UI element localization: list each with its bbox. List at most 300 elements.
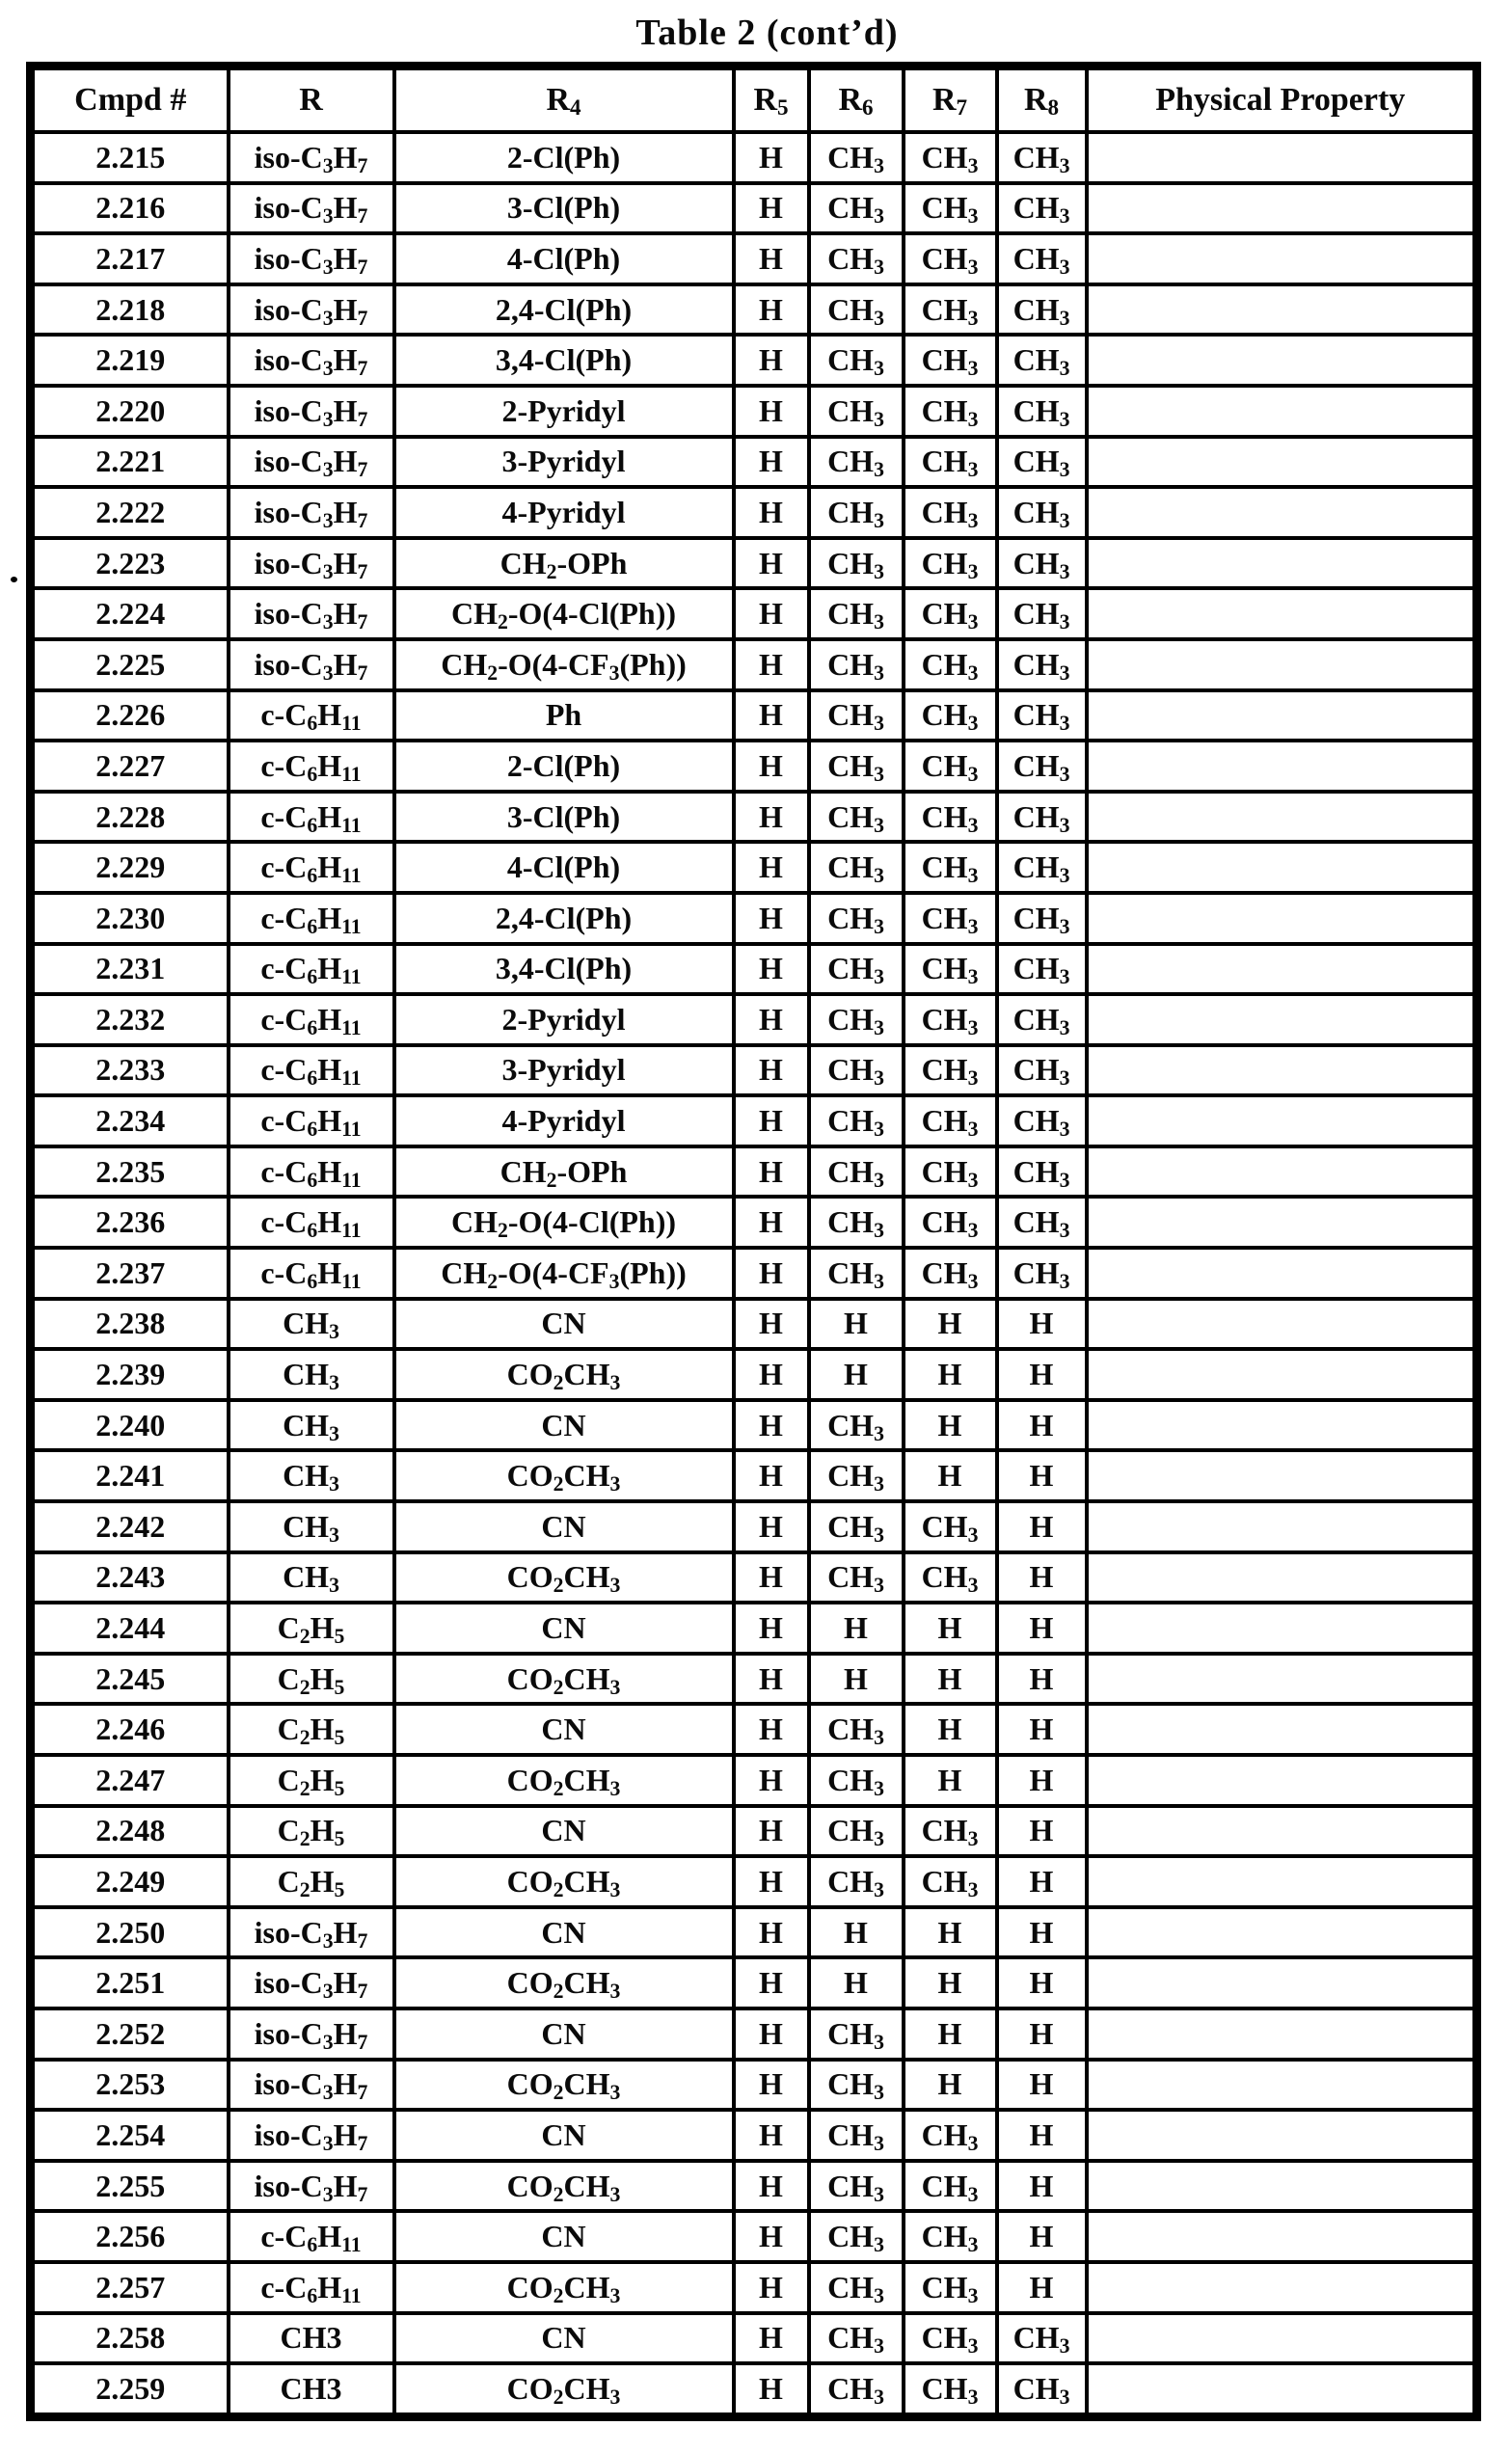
cell-r: iso-$C_3H_7$ <box>229 284 394 336</box>
cell-r8: $CH_3$ <box>997 842 1087 893</box>
cell-r6: H <box>809 1654 904 1705</box>
cell-physical_property <box>1087 588 1477 639</box>
cell-r5: H <box>734 1095 809 1146</box>
table-row <box>31 1299 1477 1350</box>
cell-r8: H <box>997 2008 1087 2060</box>
cell-cmpd: 2.244 <box>31 1603 229 1654</box>
cell-r5: H <box>734 2262 809 2313</box>
cell-physical_property <box>1087 2161 1477 2212</box>
table-row <box>31 1806 1477 1857</box>
cell-r: iso-$C_3H_7$ <box>229 233 394 284</box>
cell-physical_property <box>1087 1450 1477 1501</box>
cell-r8: H <box>997 1603 1087 1654</box>
cell-r: $CH_3$ <box>229 1400 394 1451</box>
cell-r6: $CH_3$ <box>809 1806 904 1857</box>
cell-r7: $CH_3$ <box>904 2313 997 2364</box>
cell-r7: H <box>904 1450 997 1501</box>
cell-r4: CN <box>394 2008 734 2060</box>
cell-r7: H <box>904 1299 997 1350</box>
cell-r4: CN <box>394 1299 734 1350</box>
cell-r7: $CH_3$ <box>904 944 997 995</box>
cell-r7: $CH_3$ <box>904 284 997 336</box>
cell-physical_property <box>1087 1806 1477 1857</box>
cell-r5: H <box>734 132 809 183</box>
cell-r8: H <box>997 1957 1087 2008</box>
table-row <box>31 132 1477 183</box>
cell-cmpd: 2.253 <box>31 2060 229 2111</box>
table-row <box>31 1856 1477 1907</box>
cell-cmpd: 2.234 <box>31 1095 229 1146</box>
cell-cmpd: 2.219 <box>31 335 229 386</box>
cell-r: $c-C_6H_{11}$ <box>229 2262 394 2313</box>
cell-r4: CN <box>394 1501 734 1552</box>
cell-physical_property <box>1087 1248 1477 1299</box>
cell-r6: $CH_3$ <box>809 183 904 234</box>
cell-r5: H <box>734 1552 809 1604</box>
table-row <box>31 2161 1477 2212</box>
cell-physical_property <box>1087 1400 1477 1451</box>
cell-r4: 2,4-Cl(Ph) <box>394 284 734 336</box>
table-row <box>31 1400 1477 1451</box>
cell-physical_property <box>1087 1603 1477 1654</box>
cell-r8: $CH_3$ <box>997 1095 1087 1146</box>
cell-r4: 3-Pyridyl <box>394 1045 734 1096</box>
cell-r5: H <box>734 842 809 893</box>
cell-r5: H <box>734 690 809 741</box>
cell-r5: H <box>734 183 809 234</box>
cell-r: $c-C_6H_{11}$ <box>229 893 394 944</box>
cell-r: iso-$C_3H_7$ <box>229 2161 394 2212</box>
cell-r6: $CH_3$ <box>809 335 904 386</box>
cell-r4: $CO_2CH_3$ <box>394 2161 734 2212</box>
cell-r4: $CO_2CH_3$ <box>394 1856 734 1907</box>
cell-cmpd: 2.225 <box>31 639 229 690</box>
cell-r4: 4-Cl(Ph) <box>394 233 734 284</box>
cell-r: $C_2H_5$ <box>229 1755 394 1806</box>
cell-r: $C_2H_5$ <box>229 1654 394 1705</box>
cell-r8: $CH_3$ <box>997 994 1087 1045</box>
column-header-r7: $R_7$ <box>904 67 997 133</box>
cell-r5: H <box>734 2211 809 2262</box>
cell-r8: $CH_3$ <box>997 233 1087 284</box>
compound-table <box>26 62 1481 2421</box>
cell-r8: $CH_3$ <box>997 741 1087 792</box>
cell-physical_property <box>1087 233 1477 284</box>
cell-r4: $CH_2-O(4-CF_3(Ph))$ <box>394 1248 734 1299</box>
cell-r4: 2,4-Cl(Ph) <box>394 893 734 944</box>
cell-physical_property <box>1087 2363 1477 2416</box>
table-row <box>31 2110 1477 2161</box>
table-row <box>31 893 1477 944</box>
cell-r6: $CH_3$ <box>809 2110 904 2161</box>
cell-physical_property <box>1087 2008 1477 2060</box>
cell-r6: $CH_3$ <box>809 2008 904 2060</box>
table-row <box>31 1450 1477 1501</box>
column-header-r: R <box>229 67 394 133</box>
cell-r6: $CH_3$ <box>809 437 904 488</box>
cell-r4: 3-Cl(Ph) <box>394 792 734 843</box>
cell-r4: CN <box>394 2313 734 2364</box>
cell-cmpd: 2.251 <box>31 1957 229 2008</box>
table-row <box>31 1095 1477 1146</box>
cell-physical_property <box>1087 1349 1477 1400</box>
table-row <box>31 2313 1477 2364</box>
table-row <box>31 1755 1477 1806</box>
cell-r7: $CH_3$ <box>904 893 997 944</box>
cell-r8: H <box>997 2110 1087 2161</box>
cell-r4: $CH_2-O(4-CF_3(Ph))$ <box>394 639 734 690</box>
cell-r7: $CH_3$ <box>904 437 997 488</box>
cell-physical_property <box>1087 437 1477 488</box>
cell-r8: H <box>997 2060 1087 2111</box>
cell-r5: H <box>734 1400 809 1451</box>
cell-r5: H <box>734 437 809 488</box>
cell-cmpd: 2.230 <box>31 893 229 944</box>
cell-r5: H <box>734 1704 809 1755</box>
cell-cmpd: 2.224 <box>31 588 229 639</box>
cell-cmpd: 2.233 <box>31 1045 229 1096</box>
cell-r6: $CH_3$ <box>809 1095 904 1146</box>
cell-r8: H <box>997 1501 1087 1552</box>
table-row <box>31 1552 1477 1604</box>
cell-r: $CH_3$ <box>229 1501 394 1552</box>
column-header-r6: $R_6$ <box>809 67 904 133</box>
cell-r4: CN <box>394 2211 734 2262</box>
cell-cmpd: 2.229 <box>31 842 229 893</box>
cell-r8: $CH_3$ <box>997 1197 1087 1248</box>
cell-r5: H <box>734 741 809 792</box>
cell-r7: $CH_3$ <box>904 487 997 538</box>
cell-r: $CH_3$ <box>229 1552 394 1604</box>
cell-r6: $CH_3$ <box>809 1248 904 1299</box>
cell-r7: $CH_3$ <box>904 1197 997 1248</box>
cell-cmpd: 2.246 <box>31 1704 229 1755</box>
cell-r7: H <box>904 1755 997 1806</box>
cell-r6: $CH_3$ <box>809 944 904 995</box>
cell-r8: H <box>997 1654 1087 1705</box>
cell-cmpd: 2.226 <box>31 690 229 741</box>
cell-r6: $CH_3$ <box>809 233 904 284</box>
cell-r7: $CH_3$ <box>904 792 997 843</box>
cell-cmpd: 2.228 <box>31 792 229 843</box>
cell-r5: H <box>734 792 809 843</box>
cell-r7: $CH_3$ <box>904 132 997 183</box>
cell-r5: H <box>734 588 809 639</box>
cell-r4: 2-Pyridyl <box>394 386 734 437</box>
table-row <box>31 2211 1477 2262</box>
cell-r4: 2-Cl(Ph) <box>394 741 734 792</box>
cell-r5: H <box>734 1957 809 2008</box>
cell-r4: CN <box>394 1603 734 1654</box>
cell-r5: H <box>734 1755 809 1806</box>
cell-cmpd: 2.255 <box>31 2161 229 2212</box>
cell-r8: $CH_3$ <box>997 944 1087 995</box>
table-row <box>31 1907 1477 1958</box>
table-row <box>31 183 1477 234</box>
table-row <box>31 792 1477 843</box>
cell-physical_property <box>1087 1299 1477 1350</box>
cell-cmpd: 2.236 <box>31 1197 229 1248</box>
cell-r6: $CH_3$ <box>809 1400 904 1451</box>
header-row <box>31 67 1477 133</box>
cell-r7: $CH_3$ <box>904 1856 997 1907</box>
cell-physical_property <box>1087 690 1477 741</box>
cell-r7: $CH_3$ <box>904 741 997 792</box>
cell-cmpd: 2.218 <box>31 284 229 336</box>
table-row <box>31 386 1477 437</box>
cell-physical_property <box>1087 1552 1477 1604</box>
cell-r5: H <box>734 1654 809 1705</box>
cell-r5: H <box>734 1907 809 1958</box>
cell-r4: 3-Cl(Ph) <box>394 183 734 234</box>
cell-r4: $CO_2CH_3$ <box>394 1957 734 2008</box>
cell-r6: H <box>809 1603 904 1654</box>
cell-r7: $CH_3$ <box>904 1806 997 1857</box>
cell-r5: H <box>734 2060 809 2111</box>
table-row <box>31 233 1477 284</box>
cell-cmpd: 2.216 <box>31 183 229 234</box>
table-row <box>31 1045 1477 1096</box>
cell-physical_property <box>1087 1755 1477 1806</box>
cell-r4: CN <box>394 2110 734 2161</box>
table-row <box>31 994 1477 1045</box>
cell-r5: H <box>734 1045 809 1096</box>
cell-r5: H <box>734 2161 809 2212</box>
cell-r5: H <box>734 639 809 690</box>
cell-r4: CN <box>394 1907 734 1958</box>
cell-r7: $CH_3$ <box>904 2161 997 2212</box>
table-row <box>31 2060 1477 2111</box>
cell-r4: $CO_2CH_3$ <box>394 1654 734 1705</box>
cell-r7: H <box>904 1957 997 2008</box>
cell-r: iso-$C_3H_7$ <box>229 639 394 690</box>
table-row <box>31 538 1477 589</box>
cell-r5: H <box>734 1248 809 1299</box>
cell-r: $C_2H_5$ <box>229 1603 394 1654</box>
cell-cmpd: 2.252 <box>31 2008 229 2060</box>
cell-r6: $CH_3$ <box>809 1197 904 1248</box>
cell-r8: H <box>997 1299 1087 1350</box>
cell-r7: $CH_3$ <box>904 994 997 1045</box>
cell-r7: $CH_3$ <box>904 1248 997 1299</box>
cell-r7: $CH_3$ <box>904 2110 997 2161</box>
cell-r7: $CH_3$ <box>904 386 997 437</box>
cell-r7: H <box>904 1907 997 1958</box>
cell-r5: H <box>734 2008 809 2060</box>
cell-r5: H <box>734 2313 809 2364</box>
cell-physical_property <box>1087 284 1477 336</box>
cell-cmpd: 2.215 <box>31 132 229 183</box>
cell-r: iso-$C_3H_7$ <box>229 335 394 386</box>
cell-cmpd: 2.220 <box>31 386 229 437</box>
cell-physical_property <box>1087 1704 1477 1755</box>
cell-physical_property <box>1087 893 1477 944</box>
cell-r: iso-$C_3H_7$ <box>229 487 394 538</box>
cell-cmpd: 2.217 <box>31 233 229 284</box>
cell-r7: $CH_3$ <box>904 335 997 386</box>
cell-cmpd: 2.232 <box>31 994 229 1045</box>
cell-cmpd: 2.256 <box>31 2211 229 2262</box>
cell-cmpd: 2.249 <box>31 1856 229 1907</box>
cell-physical_property <box>1087 2211 1477 2262</box>
cell-r5: H <box>734 1197 809 1248</box>
cell-r5: H <box>734 994 809 1045</box>
cell-cmpd: 2.242 <box>31 1501 229 1552</box>
cell-r6: $CH_3$ <box>809 284 904 336</box>
cell-physical_property <box>1087 1856 1477 1907</box>
cell-r: $CH_3$ <box>229 1450 394 1501</box>
cell-physical_property <box>1087 1197 1477 1248</box>
cell-cmpd: 2.257 <box>31 2262 229 2313</box>
table-body <box>31 132 1477 2416</box>
cell-r: CH3 <box>229 2363 394 2416</box>
cell-r8: H <box>997 1806 1087 1857</box>
cell-r5: H <box>734 487 809 538</box>
cell-r6: $CH_3$ <box>809 1704 904 1755</box>
cell-r6: H <box>809 1957 904 2008</box>
cell-physical_property <box>1087 1654 1477 1705</box>
cell-r6: $CH_3$ <box>809 1501 904 1552</box>
table-row <box>31 842 1477 893</box>
cell-r6: $CH_3$ <box>809 132 904 183</box>
cell-physical_property <box>1087 792 1477 843</box>
cell-cmpd: 2.254 <box>31 2110 229 2161</box>
cell-r5: H <box>734 1450 809 1501</box>
cell-r: $c-C_6H_{11}$ <box>229 1197 394 1248</box>
table-row <box>31 588 1477 639</box>
cell-r6: $CH_3$ <box>809 2211 904 2262</box>
cell-cmpd: 2.221 <box>31 437 229 488</box>
cell-r8: H <box>997 1856 1087 1907</box>
cell-r7: H <box>904 1704 997 1755</box>
cell-r: iso-$C_3H_7$ <box>229 588 394 639</box>
cell-physical_property <box>1087 1095 1477 1146</box>
cell-cmpd: 2.235 <box>31 1146 229 1198</box>
cell-r6: $CH_3$ <box>809 893 904 944</box>
cell-r8: H <box>997 1400 1087 1451</box>
cell-r5: H <box>734 538 809 589</box>
table-row <box>31 1146 1477 1198</box>
cell-r4: $CH_2$-OPh <box>394 1146 734 1198</box>
cell-r: $c-C_6H_{11}$ <box>229 1248 394 1299</box>
cell-r8: $CH_3$ <box>997 2363 1087 2416</box>
cell-cmpd: 2.248 <box>31 1806 229 1857</box>
cell-r6: $CH_3$ <box>809 2262 904 2313</box>
table-row <box>31 2008 1477 2060</box>
cell-physical_property <box>1087 335 1477 386</box>
cell-r7: H <box>904 2008 997 2060</box>
table-row <box>31 1654 1477 1705</box>
cell-r: iso-$C_3H_7$ <box>229 538 394 589</box>
cell-r7: $CH_3$ <box>904 842 997 893</box>
cell-r: $CH_3$ <box>229 1299 394 1350</box>
cell-r5: H <box>734 1603 809 1654</box>
cell-cmpd: 2.222 <box>31 487 229 538</box>
cell-cmpd: 2.245 <box>31 1654 229 1705</box>
cell-r6: $CH_3$ <box>809 1755 904 1806</box>
cell-r6: $CH_3$ <box>809 538 904 589</box>
cell-cmpd: 2.239 <box>31 1349 229 1400</box>
cell-r6: $CH_3$ <box>809 588 904 639</box>
cell-r4: $CO_2CH_3$ <box>394 2262 734 2313</box>
column-header-r5: $R_5$ <box>734 67 809 133</box>
cell-r5: H <box>734 284 809 336</box>
cell-physical_property <box>1087 639 1477 690</box>
cell-cmpd: 2.238 <box>31 1299 229 1350</box>
cell-physical_property <box>1087 741 1477 792</box>
cell-r6: $CH_3$ <box>809 741 904 792</box>
cell-r7: $CH_3$ <box>904 639 997 690</box>
cell-r8: $CH_3$ <box>997 1248 1087 1299</box>
cell-r7: H <box>904 1654 997 1705</box>
cell-physical_property <box>1087 183 1477 234</box>
cell-r6: H <box>809 1349 904 1400</box>
cell-r6: $CH_3$ <box>809 2313 904 2364</box>
cell-cmpd: 2.231 <box>31 944 229 995</box>
cell-r8: $CH_3$ <box>997 284 1087 336</box>
cell-r8: H <box>997 1450 1087 1501</box>
cell-r6: $CH_3$ <box>809 1045 904 1096</box>
cell-r: $c-C_6H_{11}$ <box>229 1095 394 1146</box>
cell-r: $c-C_6H_{11}$ <box>229 690 394 741</box>
cell-r4: $CO_2CH_3$ <box>394 1450 734 1501</box>
cell-physical_property <box>1087 994 1477 1045</box>
cell-r8: H <box>997 2211 1087 2262</box>
cell-r5: H <box>734 893 809 944</box>
cell-cmpd: 2.240 <box>31 1400 229 1451</box>
cell-r4: $CH_2$-OPh <box>394 538 734 589</box>
cell-r8: H <box>997 1704 1087 1755</box>
cell-physical_property <box>1087 1045 1477 1096</box>
cell-r8: H <box>997 2161 1087 2212</box>
scan-artifact-dot <box>11 577 17 582</box>
cell-r5: H <box>734 1146 809 1198</box>
cell-physical_property <box>1087 132 1477 183</box>
cell-r6: H <box>809 1907 904 1958</box>
cell-r4: $CO_2CH_3$ <box>394 1552 734 1604</box>
cell-r5: H <box>734 1806 809 1857</box>
cell-r4: CN <box>394 1400 734 1451</box>
cell-r6: $CH_3$ <box>809 690 904 741</box>
cell-r: iso-$C_3H_7$ <box>229 183 394 234</box>
cell-r: iso-$C_3H_7$ <box>229 2110 394 2161</box>
cell-r7: $CH_3$ <box>904 588 997 639</box>
cell-physical_property <box>1087 2313 1477 2364</box>
cell-cmpd: 2.237 <box>31 1248 229 1299</box>
cell-r8: $CH_3$ <box>997 690 1087 741</box>
cell-r: $C_2H_5$ <box>229 1704 394 1755</box>
cell-r6: $CH_3$ <box>809 1146 904 1198</box>
cell-physical_property <box>1087 487 1477 538</box>
table-row <box>31 639 1477 690</box>
cell-r: iso-$C_3H_7$ <box>229 2008 394 2060</box>
cell-r8: $CH_3$ <box>997 132 1087 183</box>
cell-r7: $CH_3$ <box>904 1095 997 1146</box>
cell-r4: 4-Pyridyl <box>394 1095 734 1146</box>
cell-r6: $CH_3$ <box>809 842 904 893</box>
table-row <box>31 487 1477 538</box>
cell-r6: $CH_3$ <box>809 487 904 538</box>
table-row <box>31 1248 1477 1299</box>
cell-r: iso-$C_3H_7$ <box>229 437 394 488</box>
cell-r8: H <box>997 1349 1087 1400</box>
cell-physical_property <box>1087 386 1477 437</box>
cell-r8: H <box>997 1552 1087 1604</box>
cell-r4: $CO_2CH_3$ <box>394 1755 734 1806</box>
cell-r7: H <box>904 2060 997 2111</box>
cell-r7: $CH_3$ <box>904 233 997 284</box>
cell-r7: $CH_3$ <box>904 2363 997 2416</box>
